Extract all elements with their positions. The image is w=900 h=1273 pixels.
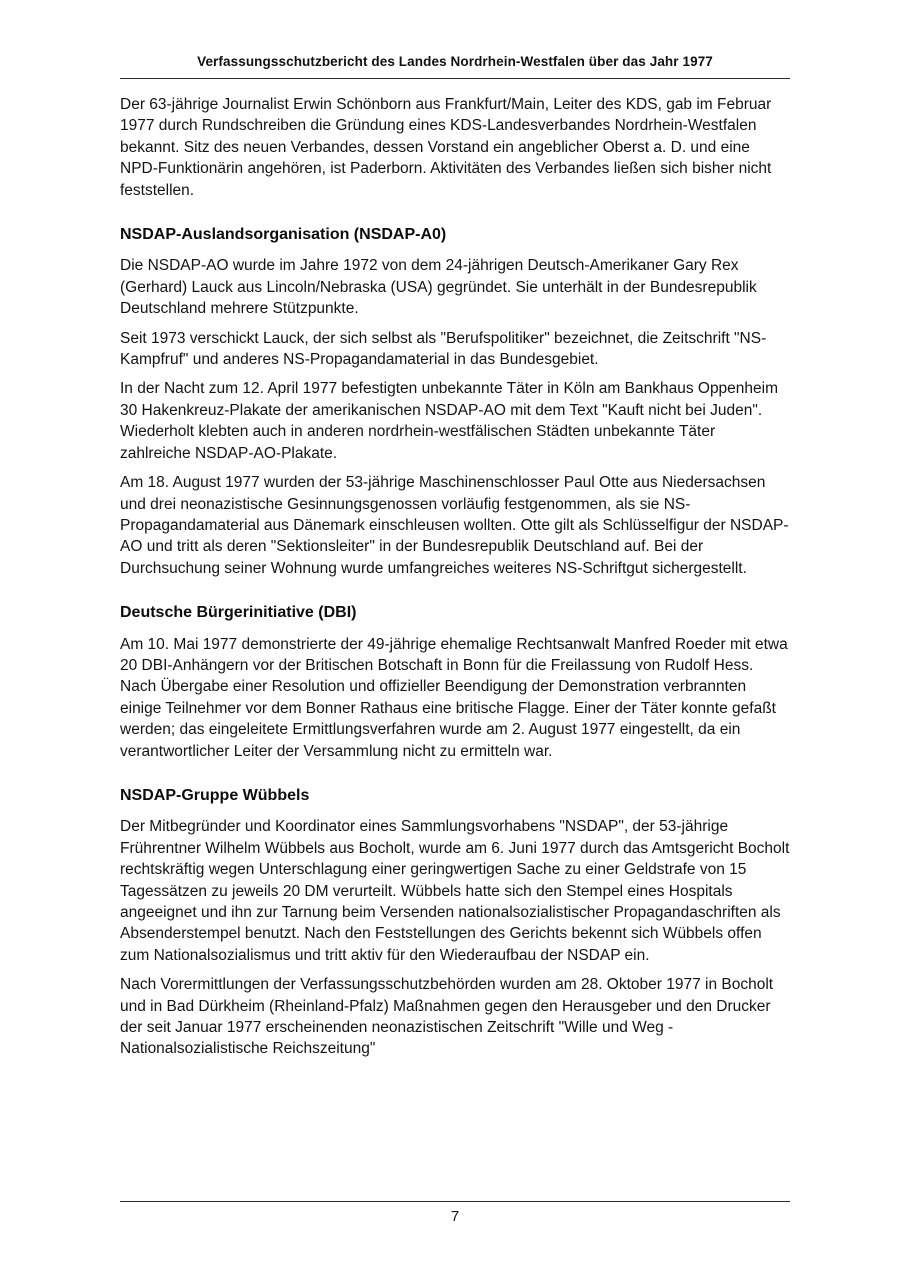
paragraph-nsdap-ao-lauck: Seit 1973 verschickt Lauck, der sich selbst als "Berufspolitiker" bezeichnet, die Zeitschrift "NS-Kampfruf" und anderes NS-Propagandamaterial in das Bundesgebiet. <box>120 329 767 369</box>
section-heading-wuebbels: NSDAP-Gruppe Wübbels <box>120 786 310 804</box>
footer-divider <box>120 1201 790 1202</box>
paragraph-nsdap-ao-otte: Am 18. August 1977 wurden der 53-jährige Maschinenschlosser Paul Otte aus Niedersachsen und drei neonazistische Gesinnungsgenossen vorläufig festgenommen, als sie NS-Propagandamaterial aus Dänemark einschleusen wollten. Otte gilt als Schlüsselfigur der NSDAP-AO und tritt als deren "Sektionsleiter" in der Bundesrepublik Deutschland auf. Bei der Durchsuchung seiner Wohnung wurde umfangreiches weiteres NS-Schriftgut sichergestellt. <box>120 474 789 577</box>
paragraph-wuebbels-urteil: Der Mitbegründer und Koordinator eines Sammlungsvorhabens "NSDAP", der 53-jährige Frührentner Wilhelm Wübbels aus Bocholt, wurde am 6. Juni 1977 durch das Amtsgericht Bocholt rechtskräftig wegen Unterschlagung einer geringwertigen Sache zu einer Geldstrafe von 15 Tagessätzen zu jeweils 20 DM verurteilt. Wübbels hatte sich den Stempel eines Hospitals angeeignet und ihn zur Tarnung beim Versenden nationalsozialistischer Propagandaschriften als Absenderstempel benutzt. Nach den Feststellungen des Gerichts bekennt sich Wübbels offen zum Nationalsozialismus und tritt aktiv für den Wiederaufbau der NSDAP ein. <box>120 818 790 964</box>
section-heading-nsdap-ao: NSDAP-Auslandsorganisation (NSDAP-A0) <box>120 226 447 244</box>
page-number: 7 <box>450 1208 460 1225</box>
paragraph-nsdap-ao-plakate: In der Nacht zum 12. April 1977 befestigten unbekannte Täter in Köln am Bankhaus Oppenheim 30 Hakenkreuz-Plakate der amerikanischen NSDAP-AO mit dem Text "Kauft nicht bei Juden". Wiederholt klebten auch in anderen nordrhein-westfälischen Städten unbekannte Täter zahlreiche NSDAP-AO-Plakate. <box>120 380 779 462</box>
page-header <box>120 54 790 79</box>
paragraph-dbi-roeder: Am 10. Mai 1977 demonstrierte der 49-jährige ehemalige Rechtsanwalt Manfred Roeder mit etwa 20 DBI-Anhängern vor der Britischen Botschaft in Bonn für die Freilassung von Rudolf Hess. Nach Übergabe einer Resolution und offizieller Beendigung der Demonstration verbrannten einige Teilnehmer vor dem Bonner Rathaus eine britische Flagge. Einer der Täter konnte gefaßt werden; das eingeleitete Ermittlungsverfahren wurde am 2. August 1977 eingestellt, da ein verantwortlicher Leiter der Versammlung nicht zu ermitteln war. <box>120 635 788 760</box>
page-footer <box>120 1201 790 1225</box>
document-body <box>120 79 790 1201</box>
paragraph-intro-kds: Der 63-jährige Journalist Erwin Schönborn aus Frankfurt/Main, Leiter des KDS, gab im Februar 1977 durch Rundschreiben die Gründung eines KDS-Landesverbandes Nordrhein-Westfalen bekannt. Sitz des neuen Verbandes, dessen Vorstand ein angeblicher Oberst a. D. und eine NPD-Funktionärin angehören, ist Paderborn. Aktivitäten des Verbandes ließen sich bisher nicht feststellen. <box>120 96 772 199</box>
header-title: Verfassungsschutzbericht des Landes Nordrhein-Westfalen über das Jahr 1977 <box>197 54 713 69</box>
section-heading-dbi: Deutsche Bürgerinitiative (DBI) <box>120 604 357 622</box>
paragraph-wuebbels-massnahmen: Nach Vorermittlungen der Verfassungsschutzbehörden wurden am 28. Oktober 1977 in Bocholt und in Bad Dürkheim (Rheinland-Pfalz) Maßnahmen gegen den Herausgeber und den Drucker der seit Januar 1977 erscheinenden neonazistischen Zeitschrift "Wille und Weg - Nationalsozialistische Reichszeitung" <box>120 976 774 1058</box>
paragraph-nsdap-ao-founding: Die NSDAP-AO wurde im Jahre 1972 von dem 24-jährigen Deutsch-Amerikaner Gary Rex (Gerhard) Lauck aus Lincoln/Nebraska (USA) gegründet. Sie unterhält in der Bundesrepublik Deutschland mehrere Stützpunkte. <box>120 257 757 318</box>
